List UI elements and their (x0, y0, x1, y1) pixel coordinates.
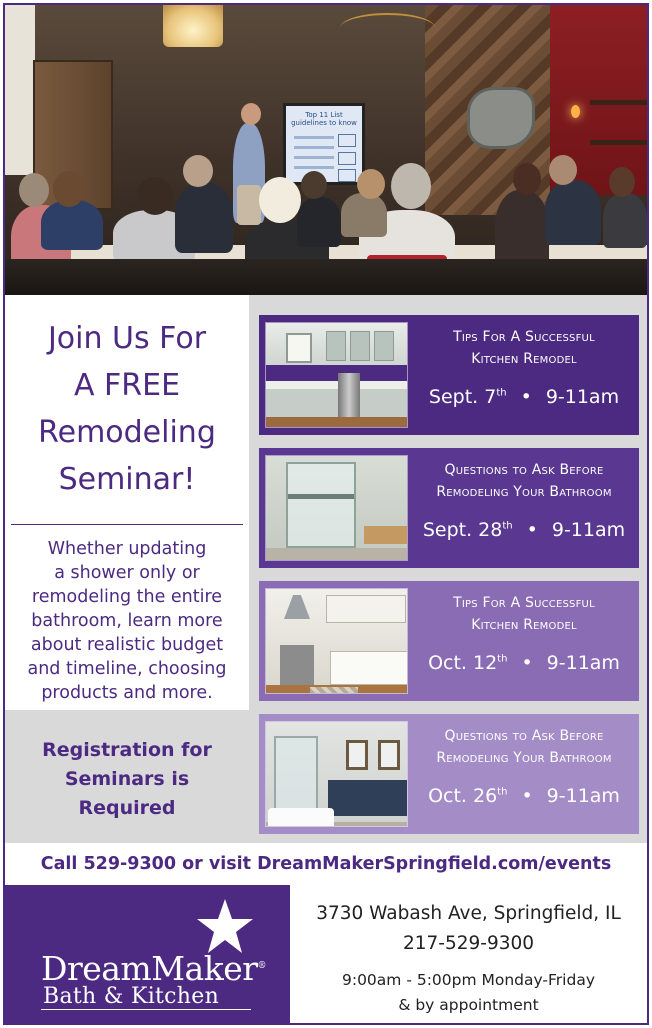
kitchen-photo (265, 588, 408, 694)
business-hours: 9:00am - 5:00pm Monday-Friday (341, 971, 595, 989)
registered-mark: ® (257, 961, 266, 971)
seminar-time: 9-11am (545, 386, 620, 408)
description-line-3: remodeling the entire (31, 587, 223, 607)
bathroom-photo (265, 721, 408, 827)
description-line-7: products and more. (41, 683, 213, 703)
seminar-title (411, 592, 637, 636)
seminar-title-line-1: Questions to Ask Before (444, 728, 604, 744)
seminar-date-time (411, 649, 637, 677)
seminar-date-time (411, 516, 637, 544)
headline-line-4: Seminar! (58, 462, 196, 497)
seminar-card-2[interactable] (259, 448, 639, 568)
seminar-headline (5, 315, 249, 503)
date-suffix: th (497, 653, 508, 665)
seminar-card-3[interactable] (259, 581, 639, 701)
address: 3730 Wabash Ave, Springfield, IL (316, 903, 621, 924)
seminar-time: 9-11am (546, 785, 620, 807)
headline-line-2: A FREE (73, 368, 181, 403)
bullet-separator: • (521, 652, 533, 674)
bathroom-photo (265, 455, 408, 561)
chandelier (340, 13, 435, 43)
phone-number[interactable]: 217-529-9300 (402, 933, 535, 954)
appointment-note: & by appointment (398, 996, 539, 1014)
seminar-title (411, 326, 637, 370)
logo-line-2: Bath & Kitchen (43, 984, 220, 1009)
description-line-4: bathroom, learn more (31, 611, 223, 631)
headline-line-3: Remodeling (38, 415, 216, 450)
headline-line-1: Join Us For (47, 321, 207, 356)
call-to-action-bar (5, 843, 647, 885)
bullet-separator: • (520, 386, 532, 408)
pendant-light (571, 105, 580, 118)
seminar-time: 9-11am (551, 519, 626, 541)
screen-title-line-1: Top 11 List (305, 111, 343, 119)
kitchen-photo (265, 322, 408, 428)
description-line-5: about realistic budget (30, 635, 224, 655)
bullet-separator: • (521, 785, 533, 807)
seminar-card-1[interactable] (259, 315, 639, 435)
seminar-date-time (411, 782, 637, 810)
flyer (3, 3, 649, 1025)
screen-title-line-2: guidelines to know (291, 119, 357, 128)
seminar-title-line-1: Tips For A Successful (453, 329, 595, 345)
logo-line-1: DreamMaker (41, 949, 258, 988)
seminar-title-line-2: Kitchen Remodel (471, 617, 577, 633)
date-suffix: th (497, 786, 508, 798)
logo-wordmark (41, 947, 266, 988)
call-to-action-link[interactable]: Call 529-9300 or visit DreamMakerSpringfield.com/events (40, 854, 612, 874)
registration-line-1: Registration for (42, 739, 212, 761)
registration-line-2: Seminars is (64, 768, 190, 790)
description-line-6: and timeline, choosing (27, 659, 227, 679)
wall-art (467, 87, 535, 149)
seminar-description (9, 537, 245, 705)
pendant-lamp (163, 5, 223, 47)
seminar-title-line-2: Kitchen Remodel (471, 351, 577, 367)
seminar-card-4[interactable] (259, 714, 639, 834)
seminar-hero-photo (5, 5, 647, 295)
seminar-date: Oct. 26 (428, 785, 498, 807)
date-suffix: th (502, 520, 513, 532)
seminar-title-line-1: Questions to Ask Before (444, 462, 604, 478)
date-suffix: th (496, 387, 507, 399)
divider (11, 524, 243, 525)
seminar-date: Sept. 7 (428, 386, 497, 408)
seminar-title-line-1: Tips For A Successful (453, 595, 595, 611)
seminar-date: Sept. 28 (422, 519, 503, 541)
registration-line-3: Required (78, 797, 176, 819)
seminar-date-time (411, 383, 637, 411)
seminar-title (411, 725, 637, 769)
seminar-title-line-2: Remodeling Your Bathroom (436, 750, 612, 766)
seminar-schedule (249, 295, 647, 843)
contact-info (290, 885, 647, 1025)
seminar-title (411, 459, 637, 503)
intro-panel (5, 295, 249, 843)
description-line-2: a shower only or (54, 563, 200, 583)
seminar-date: Oct. 12 (428, 652, 498, 674)
logo-underline (41, 1009, 251, 1010)
bullet-separator: • (526, 519, 538, 541)
seminar-title-line-2: Remodeling Your Bathroom (436, 484, 612, 500)
dreammaker-logo (5, 885, 290, 1025)
presentation-screen (283, 103, 365, 185)
seminar-time: 9-11am (546, 652, 620, 674)
description-line-1: Whether updating (47, 539, 207, 559)
registration-notice (5, 710, 249, 843)
